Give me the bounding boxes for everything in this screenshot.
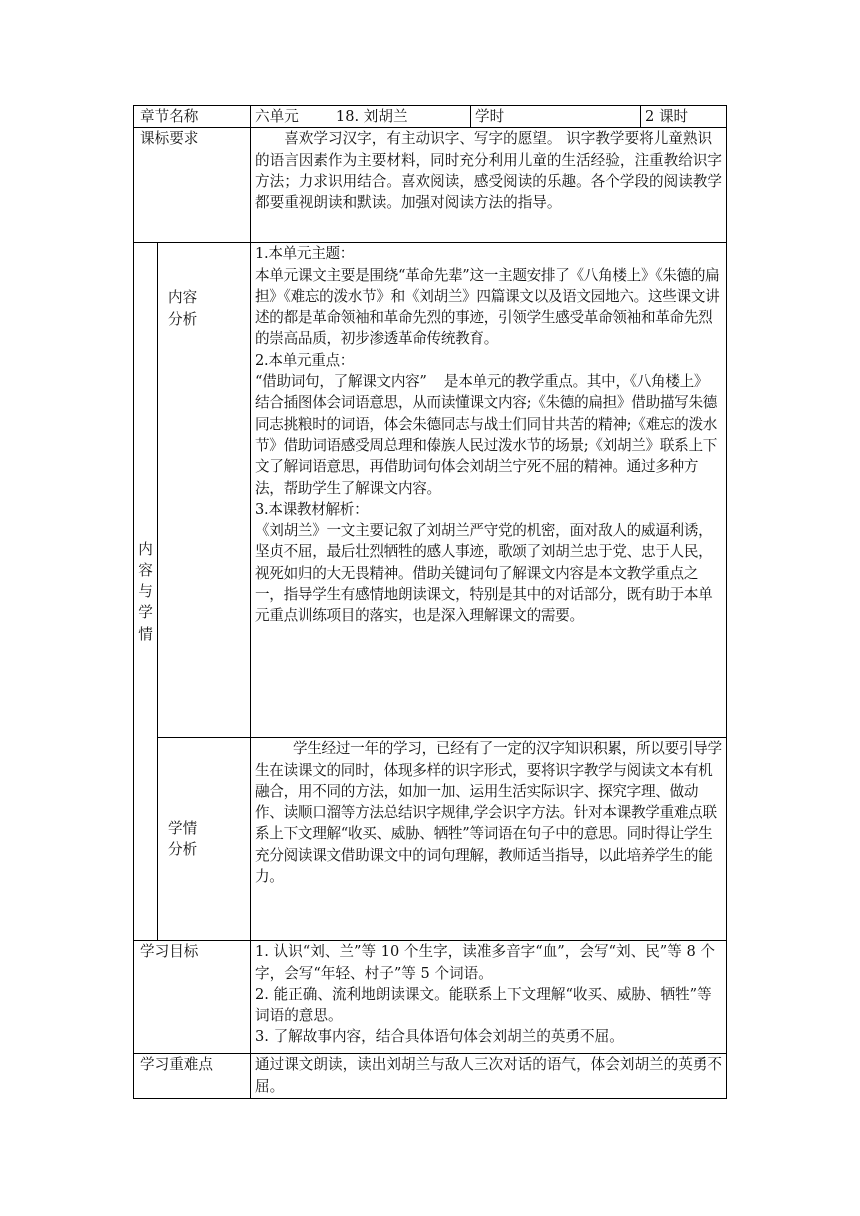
header-row	[134, 106, 727, 128]
student-analysis-label-line: 学情	[168, 820, 198, 837]
content-analysis-label-line: 内容	[168, 289, 198, 307]
objectives-row	[134, 941, 727, 1054]
standards-label: 课标要求	[134, 128, 251, 243]
student-analysis-body	[251, 738, 727, 941]
standards-text	[251, 128, 727, 243]
objective-item: 1. 认识“刘、兰”等 10 个生字，读准多音字“血”，会写“刘、民”等 8 个字，会写“年轻、村子”等 5 个词语。	[255, 943, 716, 982]
period-label: 学时	[471, 106, 641, 128]
student-analysis-label	[158, 738, 251, 941]
content-analysis-body	[251, 243, 727, 738]
section-paragraph: 《刘胡兰》一文主要记叙了刘胡兰严守党的机密，面对敌人的威逼利诱，坚贞不屈，最后壮烈牺牲的感人事迹，歌颂了刘胡兰忠于党、忠于人民，视死如归的大无畏精神。借助关键词句了解课文内容是本文教学重点之一，指导学生有感情地朗读课文，特别是其中的对话部分，既有助于本单元重点训练项目的落实，也是深入理解课文的需要。	[255, 522, 713, 625]
vertical-char: 内	[138, 540, 153, 558]
objective-item: 2. 能正确、流利地朗读课文。能联系上下文理解“收买、威胁、牺牲”等词语的意思。	[255, 985, 712, 1025]
standards-paragraph: 喜欢学习汉字，有主动识字、写字的愿望。 识字教学要将儿童熟识的语言因素作为主要材料，同时充分利用儿童的生活经验，注重教给识字方法；力求识用结合。喜欢阅读，感受阅读的乐趣。各个学段的阅读教学都要重视朗读和默读。加强对阅读方法的指导。	[255, 130, 723, 212]
section-paragraph: “借助词句，了解课文内容” 是本单元的教学重点。其中，《八角楼上》结合插图体会词语意思，从而读懂课文内容;《朱德的扁担》借助描写朱德同志挑粮时的词语，体会朱德同志与战士们同甘共苦的精神;《难忘的泼水节》借助词语感受周总理和傣族人民过泼水节的场景;《刘胡兰》联系上下文了解词语意思，再借助词句体会刘胡兰宁死不屈的精神。通过多种方法，帮助学生了解课文内容。	[255, 373, 718, 497]
content-analysis-label-line: 分析	[168, 310, 198, 328]
section-heading: 2.本单元重点：	[255, 351, 355, 369]
lesson-plan-table	[133, 105, 727, 1099]
student-analysis-row	[134, 738, 727, 941]
standards-row	[134, 128, 727, 243]
objectives-body	[251, 941, 727, 1054]
content-analysis-row	[134, 243, 727, 738]
key-points-body	[251, 1054, 727, 1099]
chapter-value: 六单元 18. 刘胡兰	[251, 106, 471, 128]
content-section-vertical-label	[134, 243, 158, 941]
key-points-text: 通过课文朗读，读出刘胡兰与敌人三次对话的语气，体会刘胡兰的英勇不屈。	[255, 1056, 723, 1095]
key-points-label: 学习重难点	[134, 1054, 251, 1099]
vertical-char: 情	[138, 625, 153, 643]
student-analysis-paragraph: 学生经过一年的学习，已经有了一定的汉字知识积累，所以要引导学生在读课文的同时，体现多样的识字形式，要将识字教学与阅读文本有机融合，用不同的方法，如加一加、运用生活实际识字、探究字理、做动作、读顺口溜等方法总结识字规律,学会识字方法。针对本课教学重难点联系上下文理解“收买、威胁、牺牲”等词语在句子中的意思。同时得让学生充分阅读课文借助课文中的词句理解，教师适当指导，以此培养学生的能力。	[255, 740, 722, 886]
section-paragraph: 本单元课文主要是围绕“革命先辈”这一主题安排了《八角楼上》《朱德的扁担》《难忘的泼水节》和《刘胡兰》四篇课文以及语文园地六。这些课文讲述的都是革命领袖和革命先烈的事迹，引领学生感受革命领袖和革命先烈的崇高品质，初步渗透革命传统教育。	[255, 266, 720, 348]
period-value: 2 课时	[641, 106, 727, 128]
vertical-char: 学	[138, 604, 153, 622]
objective-item: 3. 了解故事内容，结合具体语句体会刘胡兰的英勇不屈。	[255, 1028, 624, 1046]
objectives-label: 学习目标	[134, 941, 251, 1054]
vertical-char: 容	[138, 561, 153, 579]
section-heading: 1.本单元主题：	[255, 245, 355, 263]
key-points-row	[134, 1054, 727, 1099]
chapter-label: 章节名称	[134, 106, 251, 128]
content-analysis-label	[158, 243, 251, 738]
vertical-char: 与	[138, 583, 153, 601]
section-heading: 3.本课教材解析：	[255, 500, 369, 518]
student-analysis-label-line: 分析	[168, 841, 198, 859]
